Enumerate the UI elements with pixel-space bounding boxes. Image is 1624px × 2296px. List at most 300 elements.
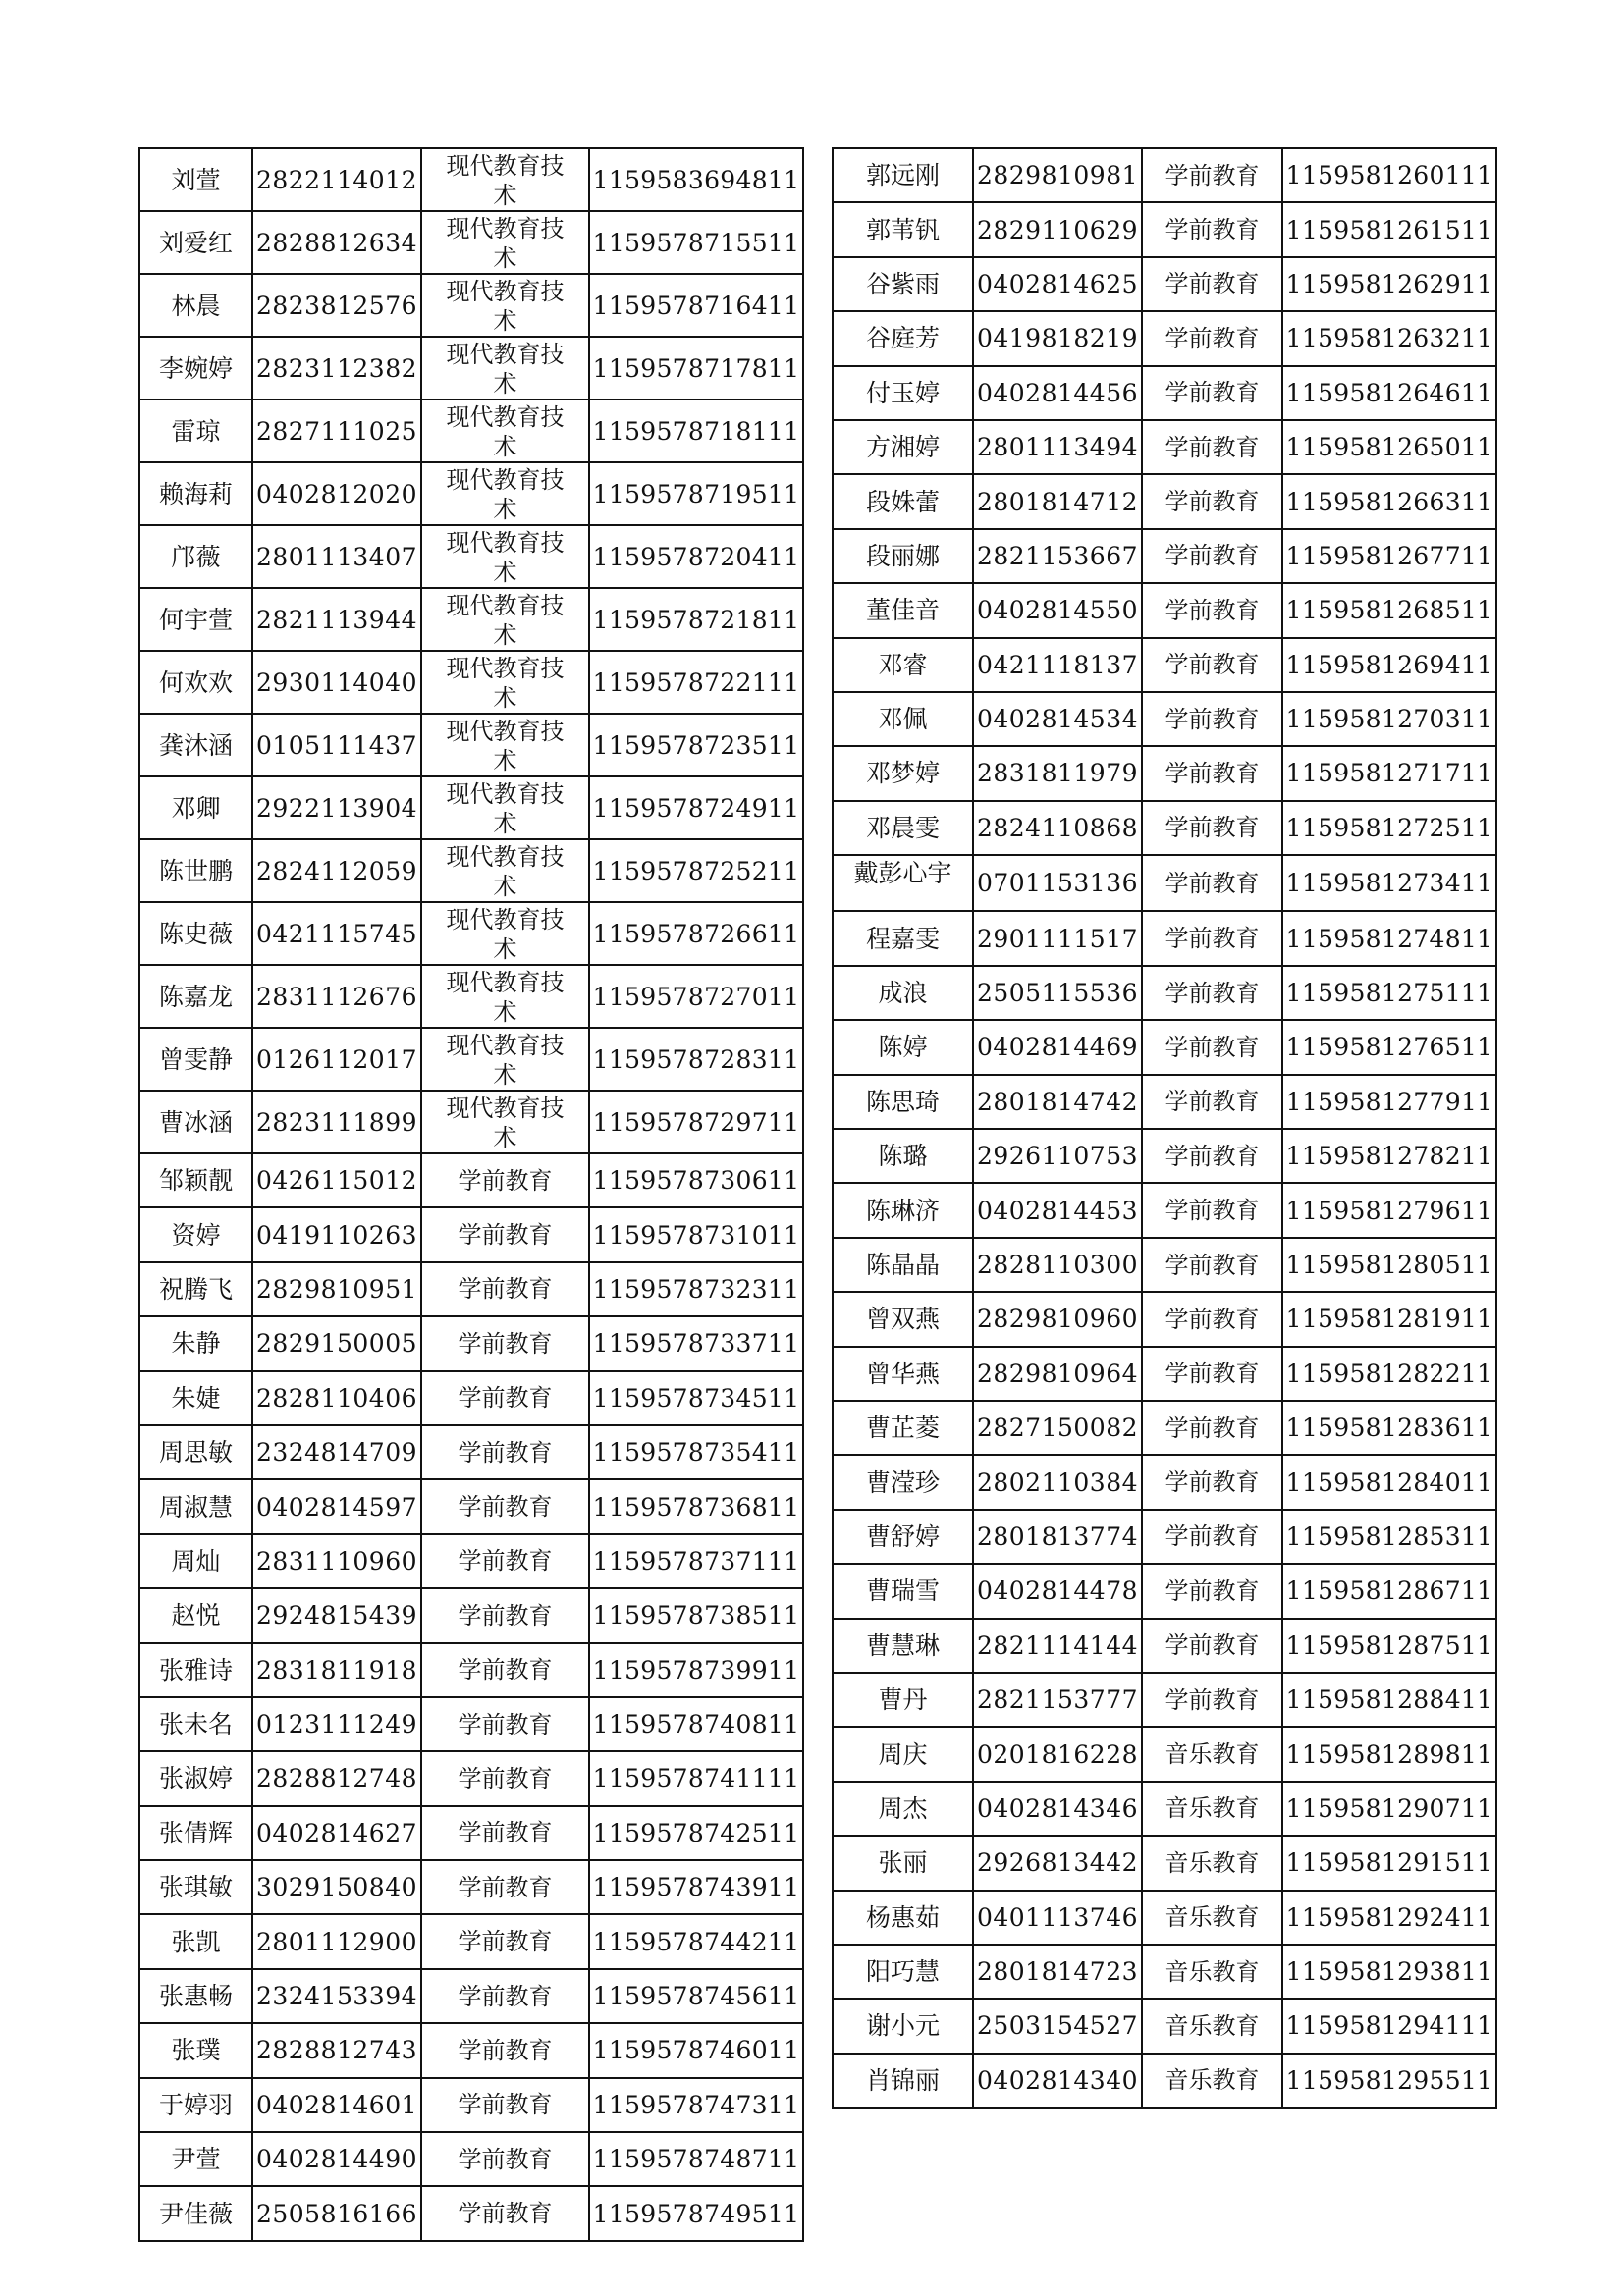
student-name-cell: 成浪 xyxy=(833,966,973,1020)
student-name-cell: 周杰 xyxy=(833,1782,973,1836)
student-name-cell: 曹慧琳 xyxy=(833,1619,973,1673)
major-cell: 学前教育 xyxy=(421,1534,589,1588)
table-row xyxy=(833,1510,1496,1564)
student-name-cell: 谷庭芳 xyxy=(833,311,973,365)
major-cell: 现代教育技术 xyxy=(421,337,589,400)
major-cell: 学前教育 xyxy=(421,1860,589,1914)
student-id-cell: 0421118137 xyxy=(973,638,1142,692)
major-cell: 现代教育技术 xyxy=(421,839,589,902)
ticket-number-cell: 1159578717811 xyxy=(589,337,803,400)
student-name-cell: 何欢欢 xyxy=(139,651,252,714)
student-name-cell: 周庆 xyxy=(833,1727,973,1781)
student-id-cell: 2824112059 xyxy=(252,839,421,902)
table-row xyxy=(833,202,1496,256)
table-row xyxy=(833,1401,1496,1455)
table-row xyxy=(833,1999,1496,2053)
major-cell: 现代教育技术 xyxy=(421,462,589,525)
ticket-number-cell: 1159581276511 xyxy=(1282,1020,1496,1074)
major-cell: 学前教育 xyxy=(1142,1347,1282,1401)
table-row xyxy=(139,1643,803,1697)
major-cell: 音乐教育 xyxy=(1142,1945,1282,1999)
student-name-cell: 谢小元 xyxy=(833,1999,973,2053)
major-cell: 学前教育 xyxy=(1142,1401,1282,1455)
student-name-cell: 赖海莉 xyxy=(139,462,252,525)
student-name-cell: 李婉婷 xyxy=(139,337,252,400)
major-cell: 学前教育 xyxy=(1142,311,1282,365)
ticket-number-cell: 1159578738511 xyxy=(589,1588,803,1642)
ticket-number-cell: 1159578728311 xyxy=(589,1028,803,1091)
student-id-cell: 2829810951 xyxy=(252,1262,421,1316)
ticket-number-cell: 1159578725211 xyxy=(589,839,803,902)
ticket-number-cell: 1159578744211 xyxy=(589,1914,803,1968)
student-name-cell: 张璞 xyxy=(139,2023,252,2077)
table-row xyxy=(139,2186,803,2240)
ticket-number-cell: 1159578749511 xyxy=(589,2186,803,2240)
student-name-cell: 邓晨雯 xyxy=(833,801,973,855)
table-row xyxy=(833,1183,1496,1237)
major-cell: 现代教育技术 xyxy=(421,148,589,211)
major-cell: 现代教育技术 xyxy=(421,1091,589,1153)
student-name-cell: 陈婷 xyxy=(833,1020,973,1074)
ticket-number-cell: 1159581280511 xyxy=(1282,1238,1496,1292)
student-id-cell: 2828812743 xyxy=(252,2023,421,2077)
table-row xyxy=(833,583,1496,637)
table-row xyxy=(833,966,1496,1020)
student-id-cell: 2801814712 xyxy=(973,474,1142,528)
student-name-cell: 赵悦 xyxy=(139,1588,252,1642)
student-id-cell: 0402814456 xyxy=(973,366,1142,420)
major-cell: 学前教育 xyxy=(1142,1455,1282,1509)
table-row xyxy=(833,1455,1496,1509)
ticket-number-cell: 1159578736811 xyxy=(589,1479,803,1533)
ticket-number-cell: 1159578729711 xyxy=(589,1091,803,1153)
ticket-number-cell: 1159581277911 xyxy=(1282,1075,1496,1129)
major-cell: 学前教育 xyxy=(1142,148,1282,202)
student-id-cell: 2829150005 xyxy=(252,1316,421,1370)
student-name-cell: 曹舒婷 xyxy=(833,1510,973,1564)
left-roster-body xyxy=(139,148,803,2241)
student-name-cell: 阳巧慧 xyxy=(833,1945,973,1999)
student-id-cell: 0402814346 xyxy=(973,1782,1142,1836)
major-cell: 学前教育 xyxy=(421,1914,589,1968)
student-name-cell: 程嘉雯 xyxy=(833,911,973,965)
student-name-cell: 张琪敏 xyxy=(139,1860,252,1914)
ticket-number-cell: 1159578716411 xyxy=(589,274,803,337)
major-cell: 学前教育 xyxy=(421,1806,589,1860)
major-cell: 现代教育技术 xyxy=(421,525,589,588)
major-cell: 学前教育 xyxy=(1142,583,1282,637)
student-name-cell: 张丽 xyxy=(833,1836,973,1890)
table-row xyxy=(139,274,803,337)
table-row xyxy=(139,2078,803,2132)
table-row xyxy=(139,1425,803,1479)
table-row xyxy=(833,1673,1496,1727)
table-row xyxy=(833,1075,1496,1129)
table-row xyxy=(833,1238,1496,1292)
student-name-cell: 陈思琦 xyxy=(833,1075,973,1129)
ticket-number-cell: 1159578718111 xyxy=(589,400,803,462)
student-name-cell: 方湘婷 xyxy=(833,420,973,474)
ticket-number-cell: 1159581270311 xyxy=(1282,692,1496,746)
student-id-cell: 2821153777 xyxy=(973,1673,1142,1727)
student-id-cell: 0402814627 xyxy=(252,1806,421,1860)
student-id-cell: 0123111249 xyxy=(252,1697,421,1751)
student-id-cell: 2801814723 xyxy=(973,1945,1142,1999)
student-id-cell: 0402814534 xyxy=(973,692,1142,746)
major-cell: 学前教育 xyxy=(421,1371,589,1425)
major-cell: 学前教育 xyxy=(421,1425,589,1479)
ticket-number-cell: 1159578720411 xyxy=(589,525,803,588)
major-cell: 学前教育 xyxy=(421,1153,589,1207)
table-row xyxy=(139,400,803,462)
table-row xyxy=(833,1292,1496,1346)
major-cell: 音乐教育 xyxy=(1142,1727,1282,1781)
student-name-cell: 肖锦丽 xyxy=(833,2054,973,2108)
table-row xyxy=(833,855,1496,911)
major-cell: 现代教育技术 xyxy=(421,588,589,651)
student-name-cell: 刘萱 xyxy=(139,148,252,211)
student-name-cell: 邓卿 xyxy=(139,776,252,839)
ticket-number-cell: 1159578735411 xyxy=(589,1425,803,1479)
ticket-number-cell: 1159581268511 xyxy=(1282,583,1496,637)
student-name-cell: 陈世鹏 xyxy=(139,839,252,902)
student-id-cell: 2922113904 xyxy=(252,776,421,839)
major-cell: 学前教育 xyxy=(1142,692,1282,746)
student-id-cell: 2828110300 xyxy=(973,1238,1142,1292)
ticket-number-cell: 1159581289811 xyxy=(1282,1727,1496,1781)
table-row xyxy=(833,1836,1496,1890)
student-name-cell: 陈晶晶 xyxy=(833,1238,973,1292)
student-id-cell: 0401113746 xyxy=(973,1891,1142,1945)
table-row xyxy=(833,1782,1496,1836)
student-name-cell: 邓睿 xyxy=(833,638,973,692)
student-id-cell: 2831112676 xyxy=(252,965,421,1028)
student-name-cell: 曾双燕 xyxy=(833,1292,973,1346)
table-row xyxy=(833,1891,1496,1945)
major-cell: 现代教育技术 xyxy=(421,651,589,714)
student-name-cell: 邓佩 xyxy=(833,692,973,746)
student-id-cell: 2505816166 xyxy=(252,2186,421,2240)
table-row xyxy=(139,211,803,274)
table-row xyxy=(833,911,1496,965)
student-id-cell: 2801813774 xyxy=(973,1510,1142,1564)
student-id-cell: 2824110868 xyxy=(973,801,1142,855)
student-name-cell: 周思敏 xyxy=(139,1425,252,1479)
ticket-number-cell: 1159578739911 xyxy=(589,1643,803,1697)
ticket-number-cell: 1159581267711 xyxy=(1282,529,1496,583)
major-cell: 现代教育技术 xyxy=(421,776,589,839)
left-roster-table xyxy=(138,147,804,2242)
major-cell: 学前教育 xyxy=(1142,638,1282,692)
student-name-cell: 尹佳薇 xyxy=(139,2186,252,2240)
table-row xyxy=(139,1534,803,1588)
student-name-cell: 刘爱红 xyxy=(139,211,252,274)
major-cell: 现代教育技术 xyxy=(421,211,589,274)
major-cell: 学前教育 xyxy=(1142,855,1282,911)
student-name-cell: 陈史薇 xyxy=(139,902,252,965)
student-id-cell: 0402814340 xyxy=(973,2054,1142,2108)
ticket-number-cell: 1159578746011 xyxy=(589,2023,803,2077)
student-id-cell: 2828110406 xyxy=(252,1371,421,1425)
table-row xyxy=(833,801,1496,855)
major-cell: 学前教育 xyxy=(1142,1673,1282,1727)
student-name-cell: 段姝蕾 xyxy=(833,474,973,528)
student-id-cell: 2822114012 xyxy=(252,148,421,211)
major-cell: 音乐教育 xyxy=(1142,1836,1282,1890)
student-id-cell: 2821113944 xyxy=(252,588,421,651)
ticket-number-cell: 1159581284011 xyxy=(1282,1455,1496,1509)
ticket-number-cell: 1159578726611 xyxy=(589,902,803,965)
ticket-number-cell: 1159581274811 xyxy=(1282,911,1496,965)
student-id-cell: 2827111025 xyxy=(252,400,421,462)
ticket-number-cell: 1159581264611 xyxy=(1282,366,1496,420)
table-row xyxy=(139,714,803,776)
major-cell: 学前教育 xyxy=(1142,1129,1282,1183)
ticket-number-cell: 1159581271711 xyxy=(1282,746,1496,800)
student-name-cell: 于婷羽 xyxy=(139,2078,252,2132)
major-cell: 学前教育 xyxy=(1142,474,1282,528)
student-id-cell: 2829810981 xyxy=(973,148,1142,202)
student-name-cell: 周淑慧 xyxy=(139,1479,252,1533)
student-id-cell: 2324814709 xyxy=(252,1425,421,1479)
student-id-cell: 2827150082 xyxy=(973,1401,1142,1455)
student-id-cell: 0701153136 xyxy=(973,855,1142,911)
student-name-cell: 董佳音 xyxy=(833,583,973,637)
student-id-cell: 2829110629 xyxy=(973,202,1142,256)
student-id-cell: 0402814469 xyxy=(973,1020,1142,1074)
major-cell: 学前教育 xyxy=(421,1207,589,1261)
student-id-cell: 0402814453 xyxy=(973,1183,1142,1237)
student-name-cell: 资婷 xyxy=(139,1207,252,1261)
student-id-cell: 2831110960 xyxy=(252,1534,421,1588)
student-id-cell: 2828812634 xyxy=(252,211,421,274)
major-cell: 学前教育 xyxy=(421,2132,589,2186)
ticket-number-cell: 1159578723511 xyxy=(589,714,803,776)
student-id-cell: 2801814742 xyxy=(973,1075,1142,1129)
major-cell: 学前教育 xyxy=(1142,1020,1282,1074)
student-name-cell: 陈嘉龙 xyxy=(139,965,252,1028)
ticket-number-cell: 1159581293811 xyxy=(1282,1945,1496,1999)
table-row xyxy=(833,692,1496,746)
ticket-number-cell: 1159578747311 xyxy=(589,2078,803,2132)
major-cell: 现代教育技术 xyxy=(421,274,589,337)
table-row xyxy=(139,588,803,651)
student-name-cell: 陈琳济 xyxy=(833,1183,973,1237)
ticket-number-cell: 1159581265011 xyxy=(1282,420,1496,474)
major-cell: 学前教育 xyxy=(1142,1183,1282,1237)
student-id-cell: 2821114144 xyxy=(973,1619,1142,1673)
table-row xyxy=(139,1091,803,1153)
major-cell: 学前教育 xyxy=(421,2023,589,2077)
ticket-number-cell: 1159581275111 xyxy=(1282,966,1496,1020)
table-row xyxy=(139,651,803,714)
table-row xyxy=(139,902,803,965)
table-row xyxy=(139,776,803,839)
table-row xyxy=(833,1347,1496,1401)
ticket-number-cell: 1159578727011 xyxy=(589,965,803,1028)
table-row xyxy=(139,1316,803,1370)
table-row xyxy=(139,2132,803,2186)
table-row xyxy=(139,1751,803,1805)
ticket-number-cell: 1159581287511 xyxy=(1282,1619,1496,1673)
student-id-cell: 2802110384 xyxy=(973,1455,1142,1509)
student-name-cell: 郭苇钒 xyxy=(833,202,973,256)
major-cell: 学前教育 xyxy=(421,1479,589,1533)
ticket-number-cell: 1159578745611 xyxy=(589,1969,803,2023)
student-id-cell: 2505115536 xyxy=(973,966,1142,1020)
student-id-cell: 0402814625 xyxy=(973,257,1142,311)
student-name-cell: 段丽娜 xyxy=(833,529,973,583)
student-name-cell: 雷琼 xyxy=(139,400,252,462)
ticket-number-cell: 1159578719511 xyxy=(589,462,803,525)
table-row xyxy=(833,474,1496,528)
student-name-cell: 张凯 xyxy=(139,1914,252,1968)
major-cell: 学前教育 xyxy=(421,2078,589,2132)
student-name-cell: 陈璐 xyxy=(833,1129,973,1183)
student-name-cell: 曹滢珍 xyxy=(833,1455,973,1509)
student-name-cell: 谷紫雨 xyxy=(833,257,973,311)
table-row xyxy=(139,965,803,1028)
student-id-cell: 0426115012 xyxy=(252,1153,421,1207)
student-name-cell: 何宇萱 xyxy=(139,588,252,651)
table-row xyxy=(139,1371,803,1425)
table-row xyxy=(833,529,1496,583)
ticket-number-cell: 1159578724911 xyxy=(589,776,803,839)
student-id-cell: 2930114040 xyxy=(252,651,421,714)
major-cell: 学前教育 xyxy=(421,1969,589,2023)
table-row xyxy=(139,1697,803,1751)
student-name-cell: 尹萱 xyxy=(139,2132,252,2186)
ticket-number-cell: 1159578722111 xyxy=(589,651,803,714)
student-id-cell: 2503154527 xyxy=(973,1999,1142,2053)
student-name-cell: 曹丹 xyxy=(833,1673,973,1727)
student-name-cell: 张淑婷 xyxy=(139,1751,252,1805)
ticket-number-cell: 1159578715511 xyxy=(589,211,803,274)
student-id-cell: 0402814601 xyxy=(252,2078,421,2132)
student-id-cell: 2821153667 xyxy=(973,529,1142,583)
ticket-number-cell: 1159581262911 xyxy=(1282,257,1496,311)
major-cell: 学前教育 xyxy=(1142,1619,1282,1673)
student-id-cell: 0126112017 xyxy=(252,1028,421,1091)
ticket-number-cell: 1159583694811 xyxy=(589,148,803,211)
table-row xyxy=(139,1914,803,1968)
table-row xyxy=(833,1727,1496,1781)
right-roster-body xyxy=(833,148,1496,2108)
ticket-number-cell: 1159581269411 xyxy=(1282,638,1496,692)
ticket-number-cell: 1159581261511 xyxy=(1282,202,1496,256)
student-id-cell: 2324153394 xyxy=(252,1969,421,2023)
table-row xyxy=(833,366,1496,420)
ticket-number-cell: 1159581291511 xyxy=(1282,1836,1496,1890)
table-row xyxy=(139,1479,803,1533)
student-name-cell: 张倩辉 xyxy=(139,1806,252,1860)
student-name-cell: 曹芷菱 xyxy=(833,1401,973,1455)
table-row xyxy=(833,746,1496,800)
student-name-cell: 曾雯静 xyxy=(139,1028,252,1091)
major-cell: 音乐教育 xyxy=(1142,1782,1282,1836)
student-id-cell: 2823812576 xyxy=(252,274,421,337)
major-cell: 学前教育 xyxy=(1142,911,1282,965)
ticket-number-cell: 1159581282211 xyxy=(1282,1347,1496,1401)
major-cell: 学前教育 xyxy=(1142,801,1282,855)
student-name-cell: 周灿 xyxy=(139,1534,252,1588)
table-row xyxy=(139,1860,803,1914)
major-cell: 学前教育 xyxy=(421,1262,589,1316)
major-cell: 现代教育技术 xyxy=(421,714,589,776)
student-name-cell: 张雅诗 xyxy=(139,1643,252,1697)
table-row xyxy=(139,1588,803,1642)
ticket-number-cell: 1159578742511 xyxy=(589,1806,803,1860)
student-name-cell: 曾华燕 xyxy=(833,1347,973,1401)
table-row xyxy=(833,148,1496,202)
ticket-number-cell: 1159578731011 xyxy=(589,1207,803,1261)
table-row xyxy=(139,1969,803,2023)
ticket-number-cell: 1159581281911 xyxy=(1282,1292,1496,1346)
major-cell: 学前教育 xyxy=(1142,746,1282,800)
student-id-cell: 2831811918 xyxy=(252,1643,421,1697)
ticket-number-cell: 1159578737111 xyxy=(589,1534,803,1588)
student-name-cell: 杨惠茹 xyxy=(833,1891,973,1945)
table-row xyxy=(139,1806,803,1860)
table-row xyxy=(139,839,803,902)
student-id-cell: 2823112382 xyxy=(252,337,421,400)
ticket-number-cell: 1159581292411 xyxy=(1282,1891,1496,1945)
ticket-number-cell: 1159581260111 xyxy=(1282,148,1496,202)
table-row xyxy=(833,420,1496,474)
major-cell: 学前教育 xyxy=(421,1316,589,1370)
major-cell: 现代教育技术 xyxy=(421,965,589,1028)
student-name-cell: 曹冰涵 xyxy=(139,1091,252,1153)
major-cell: 学前教育 xyxy=(1142,966,1282,1020)
table-row xyxy=(139,1207,803,1261)
major-cell: 学前教育 xyxy=(1142,366,1282,420)
student-name-cell: 祝腾飞 xyxy=(139,1262,252,1316)
student-id-cell: 2829810964 xyxy=(973,1347,1142,1401)
major-cell: 学前教育 xyxy=(1142,1510,1282,1564)
major-cell: 现代教育技术 xyxy=(421,1028,589,1091)
student-id-cell: 2924815439 xyxy=(252,1588,421,1642)
major-cell: 音乐教育 xyxy=(1142,1891,1282,1945)
ticket-number-cell: 1159581290711 xyxy=(1282,1782,1496,1836)
student-id-cell: 2831811979 xyxy=(973,746,1142,800)
major-cell: 学前教育 xyxy=(1142,1238,1282,1292)
student-id-cell: 0419818219 xyxy=(973,311,1142,365)
student-name-cell: 林晨 xyxy=(139,274,252,337)
ticket-number-cell: 1159581283611 xyxy=(1282,1401,1496,1455)
ticket-number-cell: 1159581266311 xyxy=(1282,474,1496,528)
ticket-number-cell: 1159581279611 xyxy=(1282,1183,1496,1237)
ticket-number-cell: 1159578733711 xyxy=(589,1316,803,1370)
table-row xyxy=(139,148,803,211)
ticket-number-cell: 1159581272511 xyxy=(1282,801,1496,855)
table-row xyxy=(833,1564,1496,1618)
ticket-number-cell: 1159578730611 xyxy=(589,1153,803,1207)
student-id-cell: 0105111437 xyxy=(252,714,421,776)
major-cell: 学前教育 xyxy=(1142,1075,1282,1129)
student-id-cell: 0402814550 xyxy=(973,583,1142,637)
major-cell: 学前教育 xyxy=(1142,529,1282,583)
student-name-cell: 朱静 xyxy=(139,1316,252,1370)
ticket-number-cell: 1159581285311 xyxy=(1282,1510,1496,1564)
major-cell: 现代教育技术 xyxy=(421,400,589,462)
student-id-cell: 0402812020 xyxy=(252,462,421,525)
student-id-cell: 2829810960 xyxy=(973,1292,1142,1346)
student-id-cell: 2801112900 xyxy=(252,1914,421,1968)
major-cell: 学前教育 xyxy=(1142,1292,1282,1346)
student-id-cell: 2801113494 xyxy=(973,420,1142,474)
student-id-cell: 2926813442 xyxy=(973,1836,1142,1890)
table-row xyxy=(833,1020,1496,1074)
